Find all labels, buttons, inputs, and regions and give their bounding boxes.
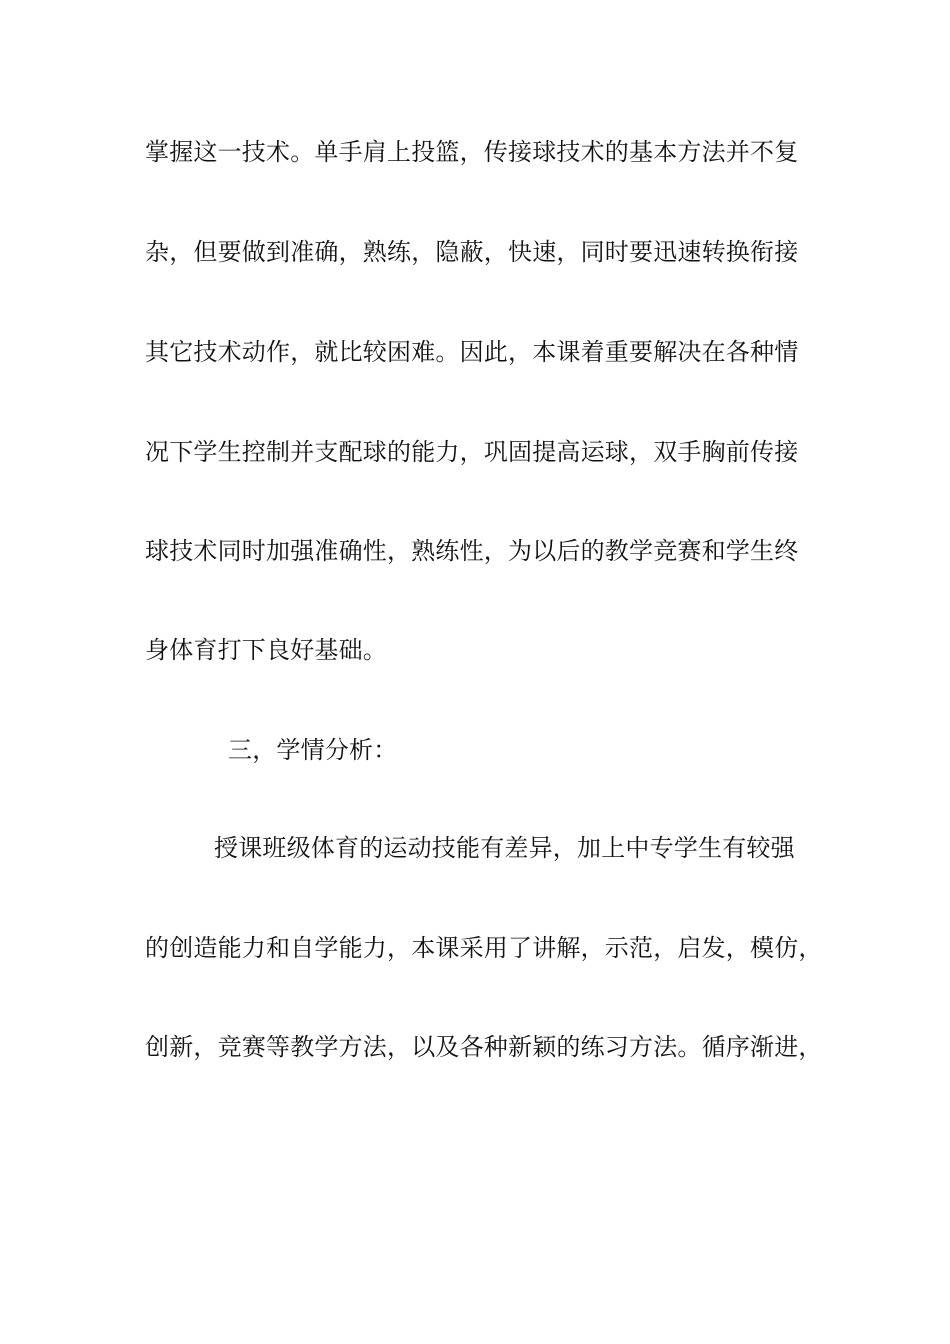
section-heading: 三，学情分析： [228,736,398,764]
paragraph-line: 球技术同时加强准确性，熟练性，为以后的教学竞赛和学生终 [145,537,799,565]
paragraph-line: 况下学生控制并支配球的能力，巩固提高运球，双手胸前传接 [145,438,799,466]
paragraph-line: 掌握这一技术。单手肩上投篮，传接球技术的基本方法并不复 [145,138,799,166]
paragraph-line: 创新，竞赛等教学方法，以及各种新颖的练习方法。循序渐进， [145,1033,823,1061]
paragraph-line: 授课班级体育的运动技能有差异，加上中专学生有较强 [214,834,795,862]
paragraph-line: 杂，但要做到准确，熟练，隐蔽，快速，同时要迅速转换衔接 [145,238,799,266]
paragraph-line: 身体育打下良好基础。 [145,636,387,664]
paragraph-line: 的创造能力和自学能力，本课采用了讲解，示范，启发，模仿， [145,934,823,962]
paragraph-line: 其它技术动作，就比较困难。因此，本课着重要解决在各种情 [145,338,799,366]
